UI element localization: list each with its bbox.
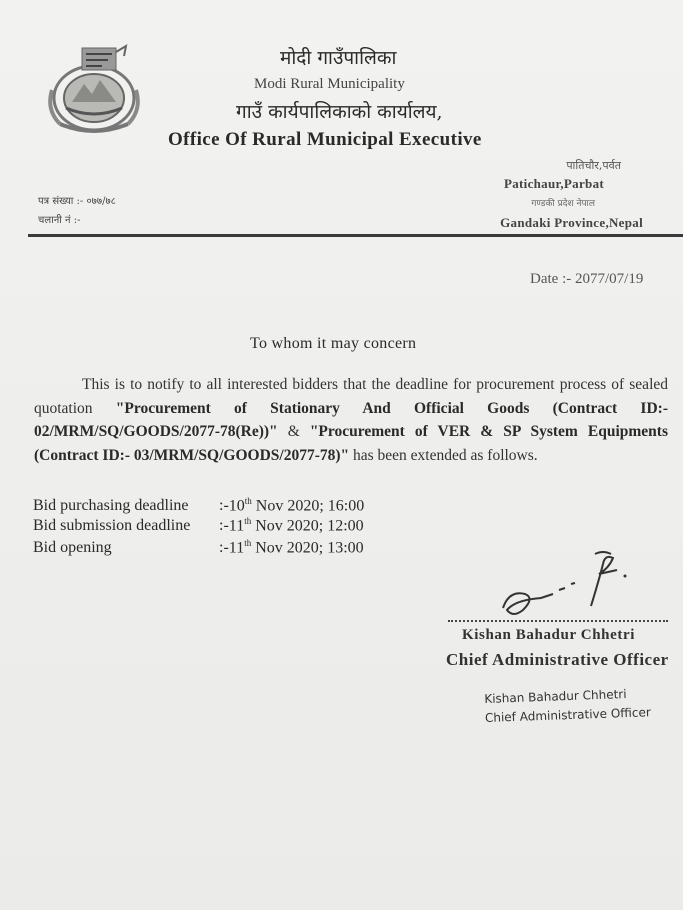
schedule-label: Bid submission deadline xyxy=(33,517,191,535)
schedule-day: 11 xyxy=(228,517,245,535)
schedule-datetime: Nov 2020; 16:00 xyxy=(251,497,365,515)
procurement-item-2: "Procurement of VER & SP System Equipments (Contract ID:- 03/MRM/SQ/GOODS/2077-78)" xyxy=(34,423,668,464)
schedule-row xyxy=(33,538,364,557)
schedule-day-suffix: th xyxy=(244,496,252,506)
schedule-day: 11 xyxy=(228,539,245,557)
address-place: Patichaur,Parbat xyxy=(503,176,604,191)
procurement-item-1: "Procurement of Stationary And Official Goods (Contract ID:- 02/MRM/SQ/GOODS/2077-78(Re))" xyxy=(34,399,668,440)
municipality-emblem-icon xyxy=(42,40,150,138)
stamp-title: Chief Administrative Officer xyxy=(484,705,651,725)
salutation: To whom it may concern xyxy=(250,335,417,352)
signature xyxy=(495,550,645,622)
name-stamp xyxy=(484,684,651,728)
office-name-nepali: गाउँ कार्यपालिकाको कार्यालय, xyxy=(236,101,443,123)
header-divider xyxy=(28,234,683,237)
schedule-row xyxy=(33,496,364,515)
body-intro: This is to notify to all interested bidders that the deadline for procurement process of sealed quotation xyxy=(34,376,668,417)
schedule-separator: :- xyxy=(219,539,229,557)
schedule-separator: :- xyxy=(219,497,229,515)
address-province: Gandaki Province,Nepal xyxy=(500,215,643,230)
signatory-name: Kishan Bahadur Chhetri xyxy=(462,627,635,643)
schedule-day-suffix: th xyxy=(244,516,252,526)
schedule-label: Bid purchasing deadline xyxy=(33,497,189,515)
schedule-day-suffix: th xyxy=(244,538,252,548)
notice-body xyxy=(34,373,668,467)
municipality-name-nepali: मोदी गाउँपालिका xyxy=(280,47,397,69)
address-nepali: पातिचौर,पर्वत xyxy=(566,159,621,172)
schedule-row xyxy=(33,516,364,535)
dispatch-number: चलानी नं :- xyxy=(38,215,81,226)
office-name: Office Of Rural Municipal Executive xyxy=(168,129,482,150)
schedule-label: Bid opening xyxy=(33,539,112,557)
body-outro: has been extended as follows. xyxy=(349,446,538,464)
letter-number: पत्र संख्या :- ०७७/७८ xyxy=(38,196,116,207)
municipality-name: Modi Rural Municipality xyxy=(254,76,405,92)
schedule-day: 10 xyxy=(228,497,245,515)
signatory-title: Chief Administrative Officer xyxy=(446,650,669,669)
signature-line xyxy=(448,620,668,622)
schedule-separator: :- xyxy=(219,517,229,535)
province-nepali: गण्डकी प्रदेश नेपाल xyxy=(531,199,595,209)
schedule-datetime: Nov 2020; 13:00 xyxy=(251,539,364,557)
stamp-name: Kishan Bahadur Chhetri xyxy=(484,687,627,706)
body-conjunction: & xyxy=(277,423,310,440)
letter-date: Date :- 2077/07/19 xyxy=(530,271,644,287)
schedule-datetime: Nov 2020; 12:00 xyxy=(251,517,364,535)
